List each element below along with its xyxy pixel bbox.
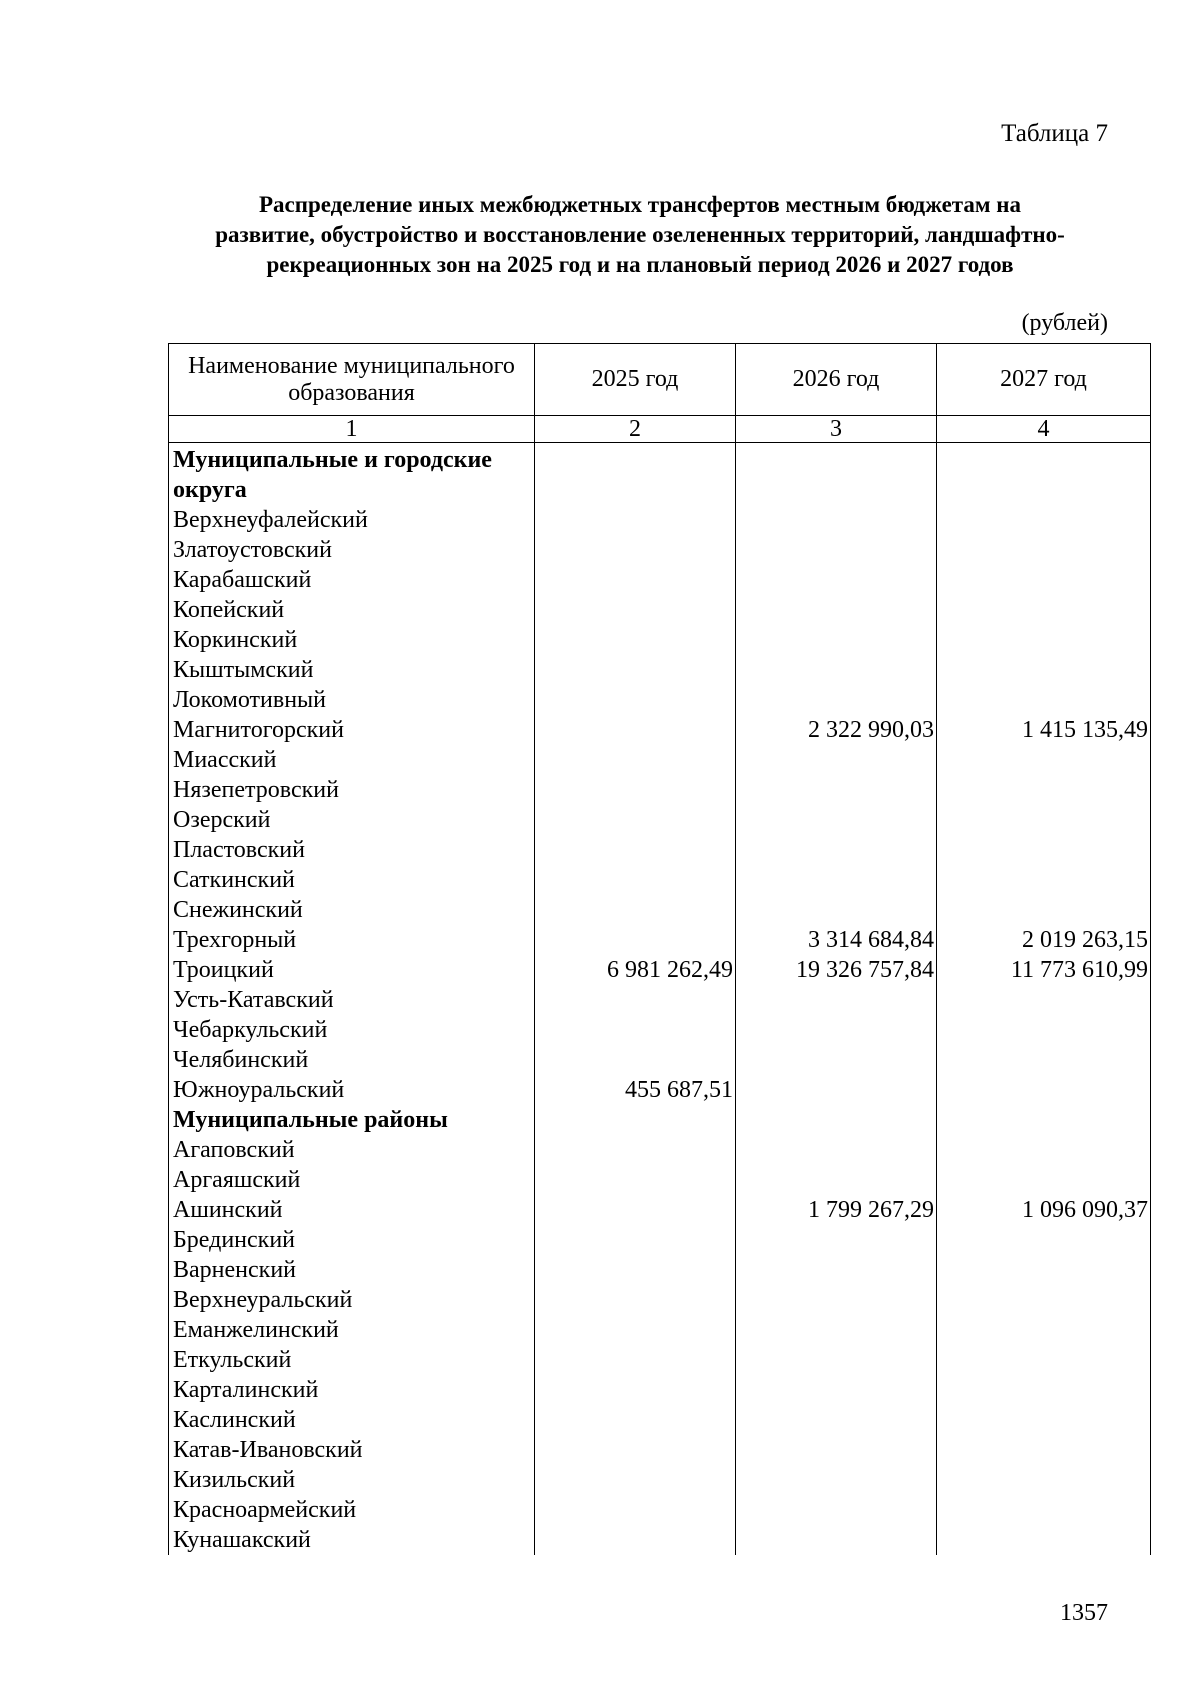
value-2026-cell: [736, 805, 937, 835]
section-row: [169, 475, 1151, 505]
value-2026-cell: [736, 1375, 937, 1405]
value-2025-cell: [535, 505, 736, 535]
value-2025-cell: [535, 1165, 736, 1195]
value-2026-cell: [736, 985, 937, 1015]
municipality-name-cell: Брединский: [169, 1225, 535, 1255]
table-row: [169, 745, 1151, 775]
value-2026-cell: [736, 655, 937, 685]
value-2025-cell: [535, 1435, 736, 1465]
value-2026-cell: [736, 1165, 937, 1195]
value-2027-cell: [937, 775, 1151, 805]
table-label: Таблица 7: [1001, 120, 1108, 147]
municipality-name-cell: Еткульский: [169, 1345, 535, 1375]
value-2025-cell: [535, 1405, 736, 1435]
table-row: [169, 1135, 1151, 1165]
table-row: [169, 1225, 1151, 1255]
value-2027-cell: [937, 895, 1151, 925]
value-2027-cell: [937, 1375, 1151, 1405]
value-2026-cell: [736, 565, 937, 595]
table-row: [169, 1045, 1151, 1075]
table-row: [169, 955, 1151, 985]
value-2027-cell: [937, 685, 1151, 715]
value-2026-cell: [736, 1105, 937, 1135]
value-2025-cell: [535, 745, 736, 775]
value-2025-cell: [535, 535, 736, 565]
column-number: 2: [535, 416, 736, 443]
value-2025-cell: [535, 1495, 736, 1525]
value-2027-cell: [937, 1165, 1151, 1195]
table-row: [169, 1315, 1151, 1345]
value-2027-cell: [937, 1345, 1151, 1375]
table-row: [169, 685, 1151, 715]
municipality-name-cell: Копейский: [169, 595, 535, 625]
column-number: 1: [169, 416, 535, 443]
value-2026-cell: 3 314 684,84: [736, 925, 937, 955]
value-2027-cell: [937, 1225, 1151, 1255]
municipality-name-cell: Верхнеуральский: [169, 1285, 535, 1315]
value-2026-cell: [736, 535, 937, 565]
value-2027-cell: [937, 505, 1151, 535]
value-2026-cell: [736, 595, 937, 625]
value-2025-cell: [535, 1135, 736, 1165]
table-row: [169, 1465, 1151, 1495]
municipality-name-cell: Аргаяшский: [169, 1165, 535, 1195]
municipality-name-cell: Локомотивный: [169, 685, 535, 715]
value-2025-cell: [535, 1465, 736, 1495]
value-2027-cell: [937, 1315, 1151, 1345]
value-2025-cell: [535, 1255, 736, 1285]
value-2026-cell: [736, 835, 937, 865]
municipality-name-cell: Кунашакский: [169, 1525, 535, 1555]
value-2025-cell: [535, 1225, 736, 1255]
value-2026-cell: [736, 1315, 937, 1345]
municipality-name-cell: Катав-Ивановский: [169, 1435, 535, 1465]
value-2025-cell: [535, 835, 736, 865]
value-2026-cell: [736, 1285, 937, 1315]
value-2026-cell: [736, 1135, 937, 1165]
value-2027-cell: [937, 595, 1151, 625]
municipality-name-cell: Саткинский: [169, 865, 535, 895]
value-2027-cell: [937, 655, 1151, 685]
column-number: 3: [736, 416, 937, 443]
value-2027-cell: [937, 535, 1151, 565]
table-row: [169, 835, 1151, 865]
title-line: Распределение иных межбюджетных трансфертов местным бюджетам на: [258, 192, 1022, 217]
table-row: [169, 1075, 1151, 1105]
value-2026-cell: [736, 1045, 937, 1075]
municipality-name-cell: Снежинский: [169, 895, 535, 925]
value-2026-cell: [736, 505, 937, 535]
value-2026-cell: [736, 443, 937, 476]
table-row: [169, 1345, 1151, 1375]
municipality-name-cell: Магнитогорский: [169, 715, 535, 745]
value-2026-cell: 19 326 757,84: [736, 955, 937, 985]
table-row: [169, 1195, 1151, 1225]
value-2027-cell: [937, 1015, 1151, 1045]
page-number: 1357: [1060, 1600, 1108, 1626]
value-2026-cell: [736, 685, 937, 715]
value-2027-cell: [937, 1465, 1151, 1495]
header-municipality: Наименование муниципального образования: [169, 344, 535, 416]
value-2026-cell: [736, 1255, 937, 1285]
value-2026-cell: [736, 475, 937, 505]
value-2025-cell: [535, 685, 736, 715]
municipality-name-cell: Южноуральский: [169, 1075, 535, 1105]
municipality-name-cell: Каслинский: [169, 1405, 535, 1435]
value-2025-cell: [535, 985, 736, 1015]
value-2027-cell: [937, 1435, 1151, 1465]
value-2027-cell: [937, 985, 1151, 1015]
table-row: [169, 565, 1151, 595]
value-2027-cell: [937, 805, 1151, 835]
table-row: [169, 1525, 1151, 1555]
value-2025-cell: [535, 1105, 736, 1135]
table-row: [169, 1405, 1151, 1435]
unit-label: (рублей): [1021, 310, 1108, 336]
value-2027-cell: [937, 1255, 1151, 1285]
table-row: [169, 1495, 1151, 1525]
document-title: [160, 190, 1120, 280]
value-2026-cell: 1 799 267,29: [736, 1195, 937, 1225]
value-2027-cell: [937, 475, 1151, 505]
value-2027-cell: [937, 625, 1151, 655]
value-2027-cell: [937, 443, 1151, 476]
municipality-name-cell: Красноармейский: [169, 1495, 535, 1525]
value-2027-cell: [937, 1075, 1151, 1105]
value-2026-cell: [736, 775, 937, 805]
value-2026-cell: [736, 1345, 937, 1375]
municipality-name-cell: Кыштымский: [169, 655, 535, 685]
value-2027-cell: [937, 1525, 1151, 1555]
value-2027-cell: [937, 1285, 1151, 1315]
section-row: [169, 1105, 1151, 1135]
municipality-name-cell: Озерский: [169, 805, 535, 835]
value-2026-cell: [736, 745, 937, 775]
value-2025-cell: [535, 1525, 736, 1555]
table-row: [169, 655, 1151, 685]
table-row: [169, 775, 1151, 805]
title-line: рекреационных зон на 2025 год и на плановый период 2026 и 2027 годов: [266, 252, 1014, 277]
municipality-name-cell: Варненский: [169, 1255, 535, 1285]
value-2025-cell: [535, 1015, 736, 1045]
value-2025-cell: [535, 1285, 736, 1315]
value-2025-cell: [535, 775, 736, 805]
title-line: развитие, обустройство и восстановление озелененных территорий, ландшафтно-: [215, 222, 1065, 247]
value-2027-cell: [937, 1105, 1151, 1135]
value-2027-cell: 1 415 135,49: [937, 715, 1151, 745]
municipality-name-cell: Ашинский: [169, 1195, 535, 1225]
value-2026-cell: [736, 1495, 937, 1525]
value-2026-cell: [736, 625, 937, 655]
value-2026-cell: [736, 865, 937, 895]
municipality-name-cell: Усть-Катавский: [169, 985, 535, 1015]
value-2026-cell: [736, 895, 937, 925]
municipality-name-cell: Трехгорный: [169, 925, 535, 955]
table-row: [169, 985, 1151, 1015]
municipality-name-cell: Кизильский: [169, 1465, 535, 1495]
value-2025-cell: [535, 475, 736, 505]
value-2025-cell: [535, 1375, 736, 1405]
transfers-table: [168, 343, 1151, 1555]
value-2025-cell: [535, 625, 736, 655]
value-2027-cell: [937, 565, 1151, 595]
table-row: [169, 535, 1151, 565]
value-2025-cell: 455 687,51: [535, 1075, 736, 1105]
table-row: [169, 1165, 1151, 1195]
table-body: [169, 443, 1151, 1556]
value-2027-cell: [937, 835, 1151, 865]
value-2026-cell: [736, 1435, 937, 1465]
table-row: [169, 925, 1151, 955]
table-row: [169, 865, 1151, 895]
value-2025-cell: 6 981 262,49: [535, 955, 736, 985]
value-2027-cell: [937, 865, 1151, 895]
value-2027-cell: 11 773 610,99: [937, 955, 1151, 985]
table-row: [169, 715, 1151, 745]
value-2025-cell: [535, 895, 736, 925]
table-row: [169, 805, 1151, 835]
value-2025-cell: [535, 1345, 736, 1375]
value-2027-cell: [937, 1405, 1151, 1435]
municipality-name-cell: Миасский: [169, 745, 535, 775]
municipality-name-cell: Агаповский: [169, 1135, 535, 1165]
value-2026-cell: [736, 1075, 937, 1105]
table-row: [169, 1435, 1151, 1465]
value-2026-cell: [736, 1015, 937, 1045]
value-2027-cell: [937, 745, 1151, 775]
value-2025-cell: [535, 1315, 736, 1345]
value-2025-cell: [535, 655, 736, 685]
value-2026-cell: [736, 1405, 937, 1435]
section-row: [169, 443, 1151, 476]
table-header: [169, 344, 1151, 443]
value-2025-cell: [535, 1195, 736, 1225]
header-2027: 2027 год: [937, 344, 1151, 416]
value-2027-cell: 1 096 090,37: [937, 1195, 1151, 1225]
table-row: [169, 625, 1151, 655]
table-row: [169, 1015, 1151, 1045]
table-row: [169, 1375, 1151, 1405]
municipality-name-cell: Челябинский: [169, 1045, 535, 1075]
value-2025-cell: [535, 443, 736, 476]
municipality-name-cell: Муниципальные районы: [169, 1105, 535, 1135]
table-row: [169, 895, 1151, 925]
value-2025-cell: [535, 925, 736, 955]
municipality-name-cell: Еманжелинский: [169, 1315, 535, 1345]
value-2026-cell: [736, 1525, 937, 1555]
table-row: [169, 505, 1151, 535]
municipality-name-cell: Верхнеуфалейский: [169, 505, 535, 535]
municipality-name-cell: Златоустовский: [169, 535, 535, 565]
value-2025-cell: [535, 805, 736, 835]
column-number: 4: [937, 416, 1151, 443]
value-2027-cell: 2 019 263,15: [937, 925, 1151, 955]
value-2026-cell: [736, 1225, 937, 1255]
municipality-name-cell: Троицкий: [169, 955, 535, 985]
value-2025-cell: [535, 865, 736, 895]
municipality-name-cell: округа: [169, 475, 535, 505]
municipality-name-cell: Нязепетровский: [169, 775, 535, 805]
value-2025-cell: [535, 565, 736, 595]
municipality-name-cell: Коркинский: [169, 625, 535, 655]
municipality-name-cell: Карталинский: [169, 1375, 535, 1405]
value-2025-cell: [535, 715, 736, 745]
value-2027-cell: [937, 1495, 1151, 1525]
header-2025: 2025 год: [535, 344, 736, 416]
header-2026: 2026 год: [736, 344, 937, 416]
municipality-name-cell: Карабашский: [169, 565, 535, 595]
value-2026-cell: 2 322 990,03: [736, 715, 937, 745]
value-2026-cell: [736, 1465, 937, 1495]
municipality-name-cell: Муниципальные и городские: [169, 443, 535, 476]
table-row: [169, 1255, 1151, 1285]
municipality-name-cell: Чебаркульский: [169, 1015, 535, 1045]
value-2027-cell: [937, 1045, 1151, 1075]
table-row: [169, 1285, 1151, 1315]
value-2027-cell: [937, 1135, 1151, 1165]
value-2025-cell: [535, 595, 736, 625]
value-2025-cell: [535, 1045, 736, 1075]
municipality-name-cell: Пластовский: [169, 835, 535, 865]
table-row: [169, 595, 1151, 625]
